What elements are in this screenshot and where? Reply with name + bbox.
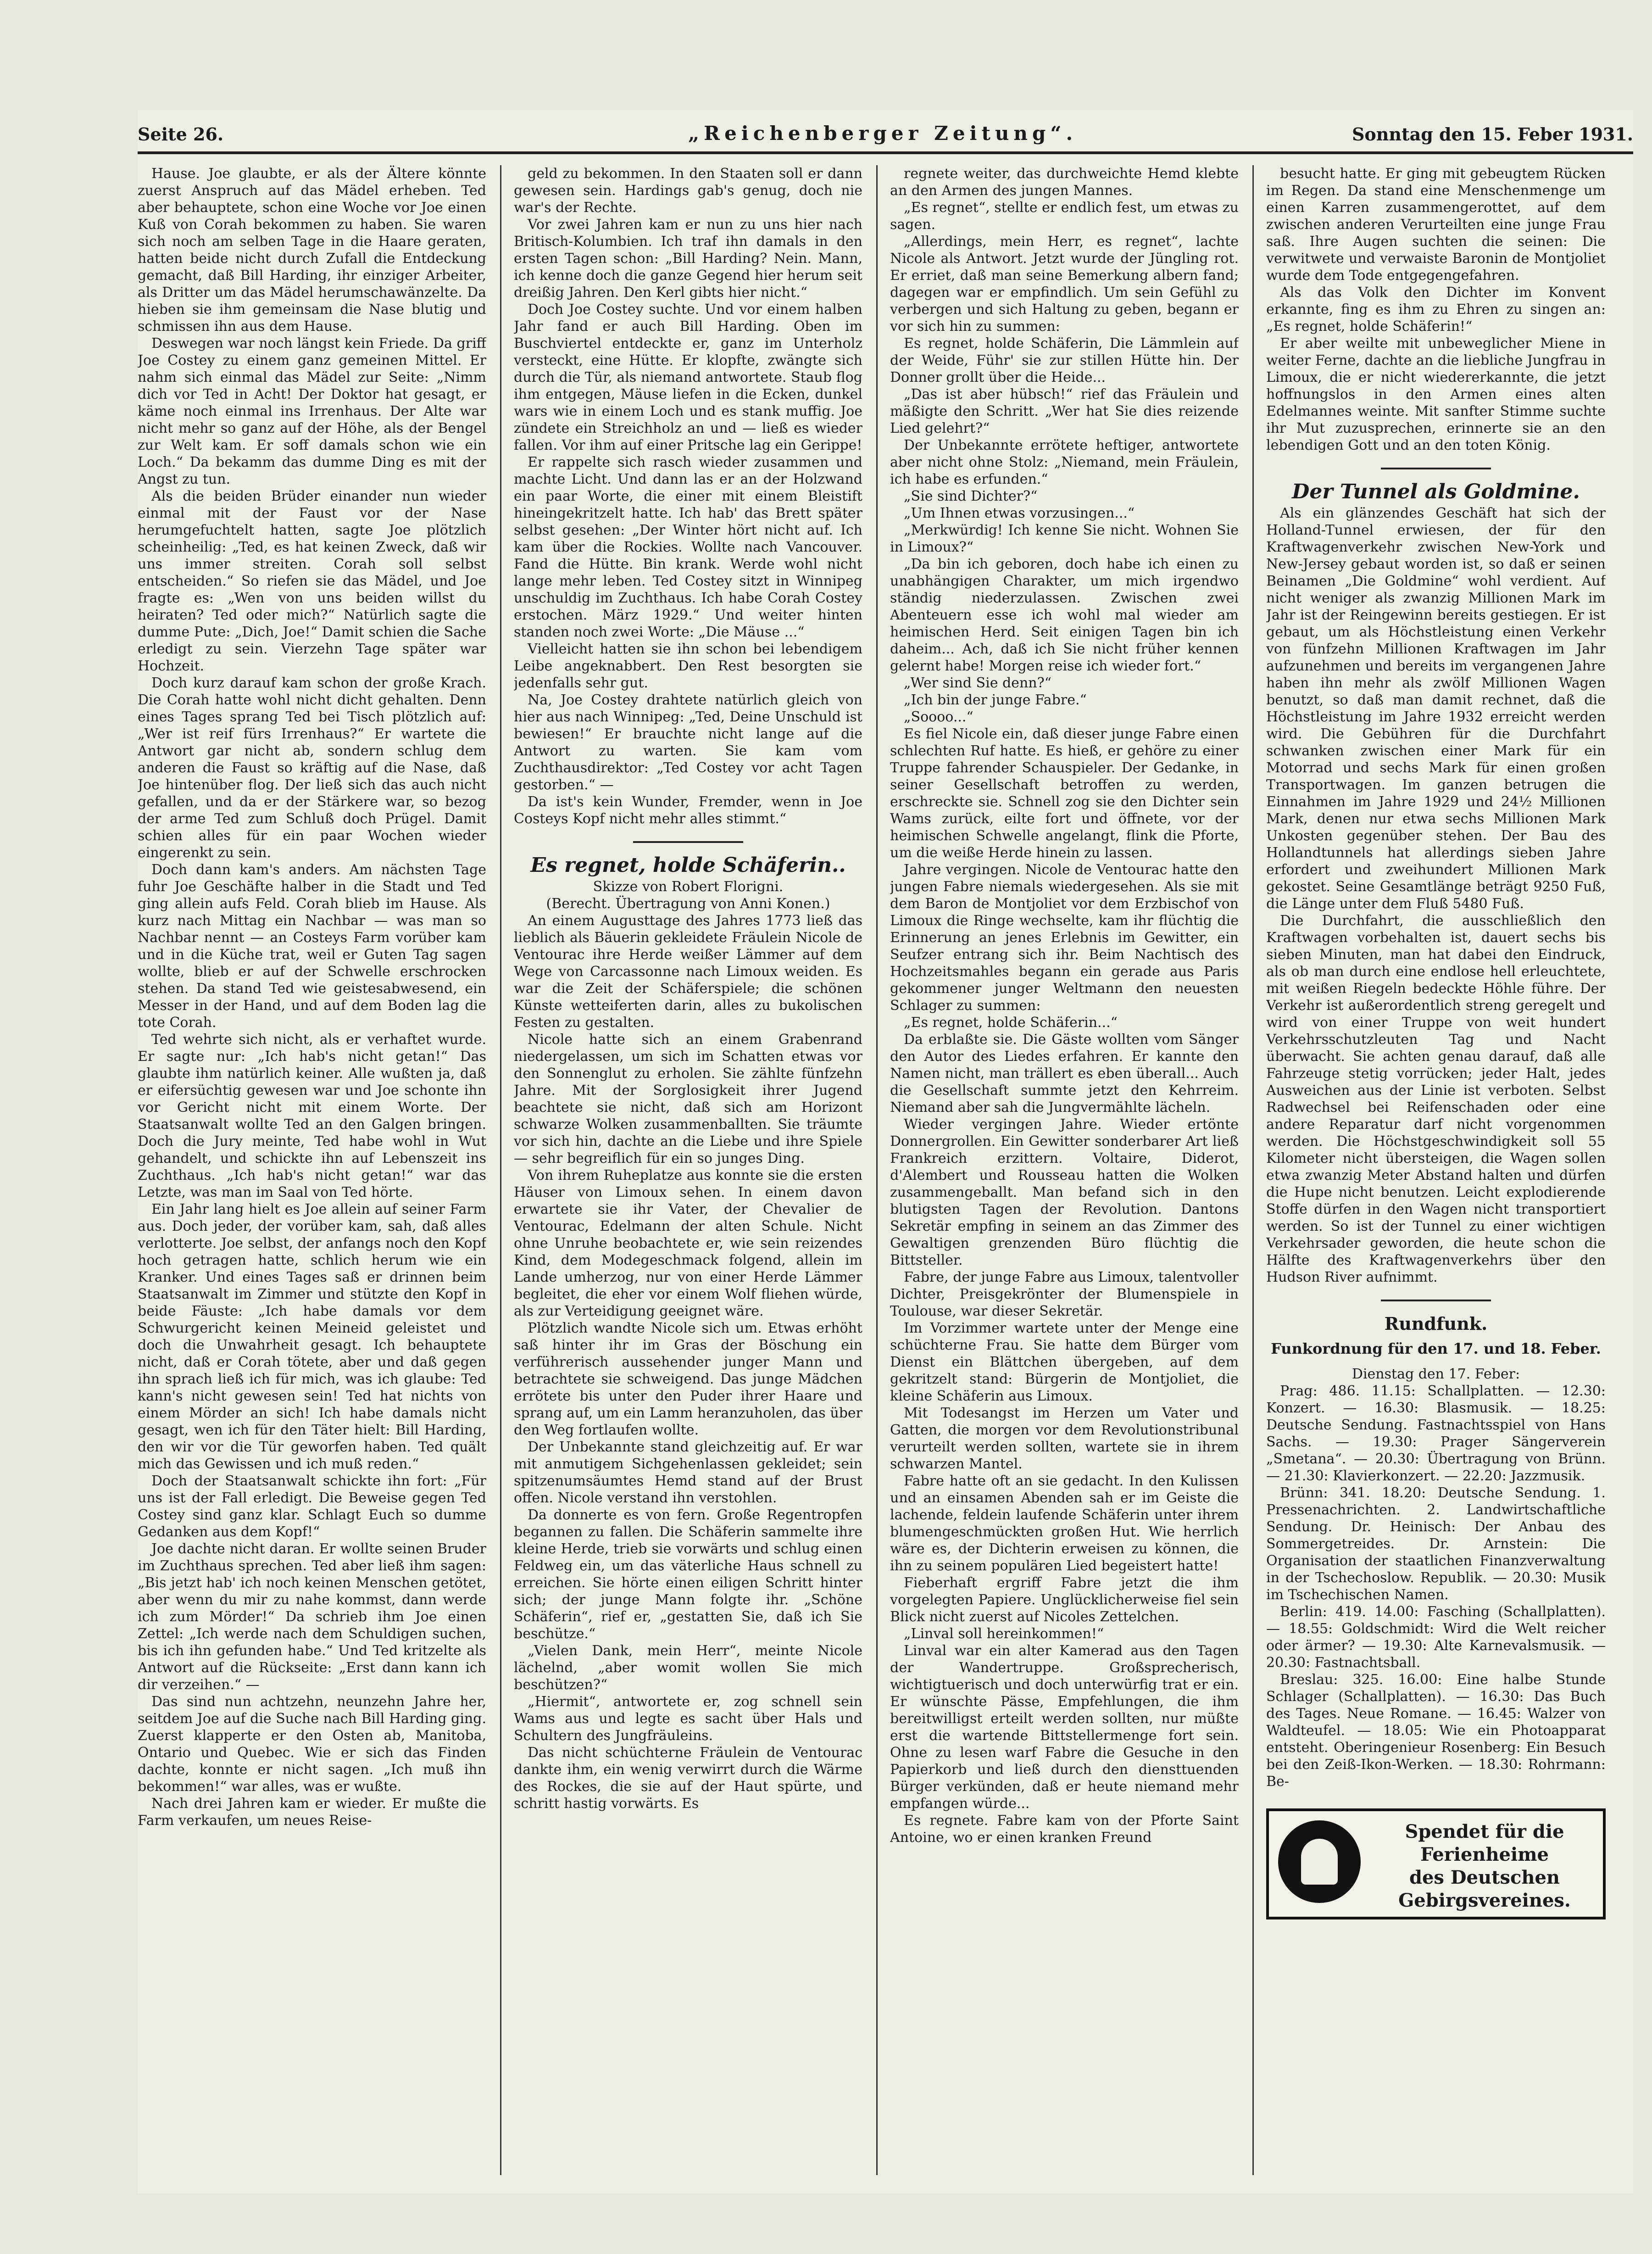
paragraph: Doch der Staatsanwalt schickte ihn fort: „Für uns ist der Fall erledigt. Die Beweise gegen Ted Costey sind ganz klar. Schlagt Euch so dumme Gedanken aus dem Kopf!“ [138,1473,486,1540]
paragraph: Da donnerte es von fern. Große Regentropfen begannen zu fallen. Die Schäferin sammelte ihre kleine Herde, trieb sie vorwärts und schlug einen Feldweg ein, um das väterliche Haus schnell zu erreichen. Sie hörte einen eiligen Schritt hinter sich; der junge Mann folgte ihr. „Schöne Schäferin“, rief er, „gestatten Sie, daß ich Sie beschütze.“ [514,1507,862,1642]
radio-listing: Brünn: 341. 18.20: Deutsche Sendung. 1. Pressenachrichten. 2. Landwirtschaftliche Sendung. Dr. Heinisch: Der Anbau des Sommergetreides. Dr. Arnstein: Die Organisation der staatlichen Finanzverwaltung in der Tschechoslow. Republik. — 20.30: Musik im Tschechischen Namen. [1266,1485,1606,1603]
paragraph: Mit Todesangst im Herzen um Vater und Gatten, die morgen vor dem Revolutionstribunal verurteilt werden sollten, wartete sie in ihrem schwarzen Mantel. [890,1405,1239,1472]
paragraph: Fieberhaft ergriff Fabre jetzt die ihm vorgelegten Papiere. Unglücklicherweise fiel sein Blick nicht zuerst auf Nicoles Zettelchen. [890,1575,1239,1625]
section-divider [633,841,743,843]
paragraph: Als das Volk den Dichter im Konvent erkannte, fing es ihm zu Ehren zu singen an: „Es regnet, holde Schäferin!“ [1266,285,1606,335]
paragraph: „Um Ihnen etwas vorzusingen...“ [904,505,1135,521]
paragraph: An einem Augusttage des Jahres 1773 ließ das lieblich als Bäuerin gekleidete Fräulein Nicole de Ventourac ihre Herde weißer Lämmer auf dem Wege von Carcassonne nach Limoux weiden. Es war die Zeit der Schäferspiele; die schönen Künste wetteiferten darin, alles zu bukolischen Festen zu gestalten. [514,913,862,1031]
paragraph: Joe dachte nicht daran. Er wollte seinen Bruder im Zuchthaus sprechen. Ted aber ließ ihm sagen: „Bis jetzt hab' ich noch keinen Menschen getötet, aber wenn du mir zu nahe kommst, dann werde ich zum Mörder!“ Da schrieb ihm Joe einen Zettel: „Ich werde nach dem Schuldigen suchen, bis ich ihn gefunden habe.“ Und Ted kritzelte als Antwort auf die Rückseite: „Erst dann kann ich dir verzeihen.“ — [138,1541,486,1693]
newspaper-page [138,110,1633,2193]
paragraph: Doch kurz darauf kam schon der große Krach. Die Corah hatte wohl nicht dicht gehalten. Denn eines Tages sprang Ted bei Tisch plötzlich auf: „Wer ist reif fürs Irrenhaus?“ Er wartete die Antwort gar nicht ab, sondern schlug dem anderen die Faust so kräftig auf die Nase, daß Joe hintenüber flog. Der ließ sich das auch nicht gefallen, und da er der Stärkere war, so bezog der arme Ted zum Schluß doch Prügel. Damit schien alles für ein paar Wochen wieder eingerenkt zu sein. [138,675,486,861]
column-2 [514,165,862,2184]
paragraph: Es regnete. Fabre kam von der Pforte Saint Antoine, wo er einen kranken Freund [890,1813,1239,1846]
ad-line: des Deutschen [1409,1867,1560,1888]
ad-text [1374,1820,1595,1912]
paragraph: „Ich bin der junge Fabre.“ [904,692,1087,708]
paragraph: Vor zwei Jahren kam er nun zu uns hier nach Britisch-Kolumbien. Ich traf ihn damals in den ersten Tagen schon: „Bill Harding? Nein. Mann, ich kenne doch die ganze Gegend hier herum seit dreißig Jahren. Den Kerl gibts hier nicht.“ [514,217,862,301]
paragraph: Als ein glänzendes Geschäft hat sich der Holland-Tunnel erwiesen, der für den Kraftwagenverkehr zwischen New-York und New-Jersey gebaut worden ist, so daß er seinen Beinamen „Die Goldmine“ wohl verdient. Auf nicht weniger als zwanzig Millionen Mark im Jahr ist der Reingewinn bereits gestiegen. Er ist gebaut, um als Höchstleistung einen Verkehr von fünfzehn Millionen Kraftwagen im Jahr aufzunehmen und bereits im vergangenen Jahre haben ihn mehr als zwölf Millionen Wagen benutzt, so daß man damit rechnet, daß die Höchstleistung im Jahre 1932 erreicht werden wird. Die Gebühren für die Durchfahrt schwanken zwischen einer Mark für ein Motorrad und sechs Mark für einen großen Transportwagen. Im ganzen betrugen die Einnahmen im Jahre 1929 und 24½ Millionen Mark, denen nur etwa sechs Millionen Mark Unkosten gegenüber stehen. Der Bau des Hollandtunnels hat allerdings sieben Jahre erfordert und zweihundert Millionen Mark gekostet. Seine Gesamtlänge beträgt 9250 Fuß, die Länge unter dem Fluß 5480 Fuß. [1266,505,1606,912]
paragraph: Nicole hatte sich an einem Grabenrand niedergelassen, um sich im Schatten etwas vor den Sonnenglut zu erholen. Sie zählte fünfzehn Jahre. Mit der Sorglosigkeit ihrer Jugend beachtete sie nicht, daß sich am Horizont schwarze Wolken zusammenballten. Sie träumte vor sich hin, dachte an die Liebe und ihre Spiele — sehr begreiflich für ein so junges Ding. [514,1032,862,1166]
paragraph: Ein Jahr lang hielt es Joe allein auf seiner Farm aus. Doch jeder, der vorüber kam, sah, daß alles verlotterte. Joe selbst, der anfangs noch den Kopf hoch getragen hatte, schlich herum wie ein Kranker. Und eines Tages saß er drinnen beim Staatsanwalt im Zimmer und stützte den Kopf in beide Fäuste: „Ich habe damals vor dem Schwurgericht keinen Meineid geleistet und doch die Unwahrheit gesagt. Ich behauptete nicht, daß er Corah tötete, aber und daß gegen ihn sprach ließ ich für mich, was ich glaube: Ted kann's nicht gewesen sein! Ted hat nichts von einem Mörder an sich! Ich habe damals nicht gesagt, wen ich für den Täter hielt: Bill Harding, den wir vor die Tür geworfen haben. Ted quält mich das Gewissen und ich muß reden.“ [138,1201,486,1472]
paragraph: regnete weiter, das durchweichte Hemd klebte an den Armen des jungen Mannes. [890,166,1239,199]
paragraph: geld zu bekommen. In den Staaten soll er dann gewesen sein. Hardings gab's genug, doch nie war's der Rechte. [514,166,862,216]
paragraph: „Es regnet“, stellte er endlich fest, um etwas zu sagen. [890,200,1239,233]
header-rule [138,151,1633,154]
radio-heading: Rundfunk. [1384,1313,1488,1334]
paragraph: Ted wehrte sich nicht, als er verhaftet wurde. Er sagte nur: „Ich hab's nicht getan!“ Das glaubte ihm natürlich keiner. Alle wußten ja, daß er eifersüchtig gewesen war und Joe schonte ihn vor Gericht nicht mit einem Worte. Der Staatsanwalt wollte Ted an den Galgen bringen. Doch die Jury meinte, Ted habe wohl in Wut gehandelt, und schickte ihn auf Lebenszeit ins Zuchthaus. „Ich hab's nicht getan!“ war das Letzte, was man im Saal von Ted hörte. [138,1032,486,1200]
paragraph: „Wer sind Sie denn?“ [904,675,1052,691]
paragraph: Linval war ein alter Kamerad aus den Tagen der Wandertruppe. Großsprecherisch, wichtigtuerisch und doch unterwürfig trat er ein. Er wünschte Pässe, Empfehlungen, die ihm bereitwilligst erteilt werden sollten, nur müßte erst die wartende Bittstellermenge fort sein. Ohne zu lesen warf Fabre die Gesuche in den Papierkorb und ließ durch den diensttuenden Bürger verkünden, daß er heute niemand mehr empfangen würde... [890,1643,1239,1812]
paragraph: „Es regnet, holde Schäferin...“ [904,1015,1118,1031]
radio-listing: Prag: 486. 11.15: Schallplatten. — 12.30: Konzert. — 16.30: Blasmusik. — 18.25: Deutsche Sendung. Fastnachtsspiel von Hans Sachs. — 19.30: Prager Sängerverein „Smetana“. — 20.30: Übertragung von Brünn. — 21.30: Klavierkonzert. — 22.20: Jazzmusik. [1266,1383,1606,1484]
ad-line: Gebirgsvereines. [1398,1890,1571,1911]
paragraph: „Soooo...“ [904,709,973,725]
paragraph: Von ihrem Ruheplatze aus konnte sie die ersten Häuser von Limoux sehen. In einem davon erwartete sie ihr Vater, der Chevalier de Ventourac, Edelmann der alten Schule. Nicht ohne Unruhe beobachtete er, wie sein reizendes Kind, dem Modegeschmack folgend, allein im Lande umherzog, nur von einer Herde Lämmer begleitet, die eher vor einem Wolf fliehen würde, als zur Verteidigung geeignet wäre. [514,1167,862,1319]
radio-listing: Berlin: 419. 14.00: Fasching (Schallplatten). — 18.55: Goldschmidt: Wird die Welt reicher oder ärmer? — 19.30: Alte Karnevalsmusik. — 20.30: Fastnachtsball. [1266,1604,1606,1671]
paragraph: Plötzlich wandte Nicole sich um. Etwas erhöht saß hinter ihr im Gras der Böschung ein verführerisch aussehender junger Mann und betrachtete sie schweigend. Das junge Mädchen errötete bis unter den Puder ihrer Haare und sprang auf, um ein Lamm heranzuholen, das über den Weg fortlaufen wollte. [514,1320,862,1438]
column-4 [1266,165,1606,2184]
paragraph: Fabre hatte oft an sie gedacht. In den Kulissen und an einsamen Abenden sah er im Geiste die lachende, feldein laufende Schäferin unter ihrem blumengeschmückten großen Hut. Wie herrlich wäre es, der Dichterin erweisen zu können, die ihn zu seinem populären Lied begeistert hatte! [890,1473,1239,1574]
story-translator: (Berecht. Übertragung von Anni Konen.) [546,896,830,912]
paragraph: Na, Joe Costey drahtete natürlich gleich von hier aus nach Winnipeg: „Ted, Deine Unschuld ist bewiesen!“ Er brauchte nicht lange auf die Antwort zu warten. Sie kam vom Zuchthausdirektor: „Ted Costey vor acht Tagen gestorben.“ — [514,692,862,793]
paragraph: „Merkwürdig! Ich kenne Sie nicht. Wohnen Sie in Limoux?“ [890,522,1239,555]
paragraph: Da ist's kein Wunder, Fremder, wenn in Joe Costeys Kopf nicht mehr alles stimmt.“ [514,794,862,827]
paragraph: Jahre vergingen. Nicole de Ventourac hatte den jungen Fabre niemals wiedergesehen. Als sie mit dem Baron de Montjoliet vor dem Erzbischof von Limoux die Ringe wechselte, kam ihr flüchtig die Erinnerung an jenes Erlebnis im Gewitter, ein Seufzer entrang sich ihr. Beim Nachtisch des Hochzeitsmahles begann ein gerade aus Paris gekommener junger Weltmann den neuesten Schlager zu summen: [890,862,1239,1014]
section-divider [1381,468,1491,469]
paragraph: Es fiel Nicole ein, daß dieser junge Fabre einen schlechten Ruf hatte. Es hieß, er gehöre zu einer Truppe fahrender Schauspieler. Der Gedanke, in seiner Gesellschaft betroffen zu werden, erschreckte sie. Schnell zog sie den Dichter sein Wams zurück, eilte fort und öffnete, vor der heimischen Schwelle angelangt, flink die Pforte, um die weiße Herde hinein zu lassen. [890,726,1239,861]
paragraph: „Sie sind Dichter?“ [904,488,1038,504]
paragraph: Vielleicht hatten sie ihn schon bei lebendigem Leibe angeknabbert. Den Rest besorgten sie jedenfalls sehr gut. [514,641,862,691]
paragraph: Da erblaßte sie. Die Gäste wollten vom Sänger den Autor des Liedes erfahren. Er kannte den Namen nicht, man trällert es eben überall... Auch die Gesellschaft summte jetzt den Kehrreim. Niemand aber sah die Jungvermählte lächeln. [890,1032,1239,1116]
story-title: Es regnet, holde Schäferin.. [530,854,846,877]
page-number: Seite 26. [138,124,224,145]
column-divider [500,165,501,2175]
radio-day: Dienstag den 17. Feber: [1352,1366,1520,1382]
paragraph: Deswegen war noch längst kein Friede. Da griff Joe Costey zu einem ganz gemeinen Mittel. Er nahm sich einmal das Mädel zur Seite: „Nimm dich vor Ted in Acht! Der Doktor hat gesagt, er käme noch einmal ins Irrenhaus. Der Alte war nicht mehr so ganz auf der Höhe, als der Bengel zur Welt kam. Er soff damals schon wie ein Loch.“ Da bekamm das dumme Ding es mit der Angst zu tun. [138,335,486,487]
paragraph: Doch Joe Costey suchte. Und vor einem halben Jahr fand er auch Bill Harding. Oben im Buschviertel entdeckte er, ganz im Unterholz versteckt, eine Hütte. Er klopfte, zwängte sich durch die Tür, als niemand antwortete. Staub flog ihm entgegen, Mäuse liefen in die Ecken, dunkel wars wie in einem Loch und es stank muffig. Joe zündete ein Streichholz an und — ließ es wieder fallen. Vor ihm auf einer Pritsche lag ein Gerippe! [514,301,862,453]
ad-line: Ferienheime [1420,1844,1549,1865]
paragraph: Die Durchfahrt, die ausschließlich den Kraftwagen vorbehalten ist, dauert sechs bis sieben Minuten, man hat dabei den Eindruck, als ob man durch eine endlose hell erleuchtete, mit weißen Riegeln bedeckte Höhle führe. Der Verkehr ist außerordentlich streng geregelt und wird von einer Truppe von weit hundert Verkehrsschutzleuten Tag und Nacht überwacht. Sie achten genau darauf, daß alle Fahrzeuge stetig vorrücken; jeder Halt, jedes Ausweichen aus der Linie ist verboten. Selbst Radwechsel bei Reifenschaden oder eine andere Reparatur darf nicht vorgenommen werden. Die Höchstgeschwindigkeit soll 55 Kilometer nicht übersteigen, die Wagen sollen etwa zwanzig Meter Abstand halten und dürfen die Hupe nicht benutzen. Leicht explodierende Stoffe dürfen in den Wagen nicht transportiert werden. So ist der Tunnel zu einer wichtigen Verkehrsader geworden, die heute schon die Hälfte des Kraftwagenverkehrs über den Hudson River aufnimmt. [1266,913,1606,1285]
story-byline: Skizze von Robert Florigni. [593,879,784,895]
ad-line: Spendet für die [1405,1821,1564,1842]
emblem-icon [1278,1820,1361,1903]
paragraph: „Hiermit“, antwortete er, zog schnell sein Wams aus und legte es sacht über Hals und Schultern des Jungfräuleins. [514,1694,862,1744]
paragraph: „Vielen Dank, mein Herr“, meinte Nicole lächelnd, „aber womit wollen Sie mich beschützen?“ [514,1643,862,1693]
paragraph: „Da bin ich geboren, doch habe ich einen zu unabhängigen Charakter, um mich irgendwo ständig niederzulassen. Zwischen zwei Abenteuern esse ich wohl mal wieder am heimischen Herd. Seit einigen Tagen bin ich daheim... Ach, daß ich Sie nicht früher kennen gelernt habe! Morgen reise ich wieder fort.“ [890,556,1239,674]
column-1 [138,165,486,2184]
article-title: Der Tunnel als Goldmine. [1292,480,1580,503]
paragraph: „Allerdings, mein Herr, es regnet“, lachte Nicole als Antwort. Jetzt wurde der Jüngling rot. Er erriet, daß man seine Bemerkung albern fand; dagegen war er empfindlich. Um sein Gefühl zu verbergen und sich Haltung zu geben, begann er vor sich hin zu summen: [890,234,1239,335]
column-divider [876,165,878,2175]
issue-date: Sonntag den 15. Feber 1931. [1352,124,1633,145]
paragraph: Er rappelte sich rasch wieder zusammen und machte Licht. Und dann las er an der Holzwand ein paar Worte, die einer mit einem Bleistift hineingekritzelt hatte. Ich hab' das Brett später selbst gesehen: „Der Winter hört nicht auf. Ich kam über die Rockies. Wollte nach Vancouver. Fand die Hütte. Bin krank. Werde wohl nicht lange mehr leben. Ted Costey sitzt in Winnipeg unschuldig im Zuchthaus. Ich habe Corah Costey erstochen. März 1929.“ Und weiter hinten standen noch zwei Worte: „Die Mäuse ...“ [514,454,862,640]
column-3 [890,165,1239,2184]
paragraph: Nach drei Jahren kam er wieder. Er mußte die Farm verkaufen, um neues Reise- [138,1796,486,1829]
paragraph: Doch dann kam's anders. Am nächsten Tage fuhr Joe Geschäfte halber in die Stadt und Ted ging allein aufs Feld. Corah blieb im Hause. Als kurz nach Mittag ein Nachbar — was man so Nachbar nennt — an Costeys Farm vorüber kam und in die Küche trat, weil er Guten Tag sagen wollte, blieb er auf der Schwelle erschrocken stehen. Da stand Ted wie geistesabwesend, ein Messer in der Hand, und auf dem Boden lag die tote Corah. [138,862,486,1031]
paragraph: besucht hatte. Er ging mit gebeugtem Rücken im Regen. Da stand eine Menschenmenge um einen Karren zusammengerottet, auf dem zwischen anderen Verurteilten eine junge Frau saß. Ihre Augen suchten die seinen: Die verwitwete und verwaiste Baronin de Montjoliet wurde dem Tode entgegengefahren. [1266,166,1606,284]
paragraph: Das nicht schüchterne Fräulein de Ventourac dankte ihm, ein wenig verwirrt durch die Wärme des Rockes, die sie auf der Haut spürte, und schritt hastig vorwärts. Es [514,1745,862,1812]
paragraph: Der Unbekannte errötete heftiger, antwortete aber nicht ohne Stolz: „Niemand, mein Fräulein, ich habe es erfunden.“ [890,437,1239,487]
paragraph: Hause. Joe glaubte, er als der Ältere könnte zuerst Anspruch auf das Mädel erheben. Ted aber behauptete, schon eine Woche vor Joe einen Kuß von Corah bekommen zu haben. Sie waren sich noch am selben Tage in die Haare geraten, hatten beide nicht durch Zufall die Entdeckung gemacht, daß Bill Harding, ihr einziger Arbeiter, als Dritter um das Mädel herumschawänzelte. Da hieben sie ihm gemeinsam die Nase blutig und schmissen ihn aus dem Hause. [138,166,486,335]
page-header [138,115,1633,151]
paragraph: Das sind nun achtzehn, neunzehn Jahre her, seitdem Joe auf die Suche nach Bill Harding ging. Zuerst klapperte er den Osten ab, Manitoba, Ontario und Quebec. Wie er sich das Finden dachte, konnte er nicht sagen. „Ich muß ihn bekommen!“ war alles, was er wußte. [138,1694,486,1795]
newspaper-title: „Reichenberger Zeitung“. [688,122,1078,145]
advertisement-box [1266,1808,1606,1919]
paragraph: Im Vorzimmer wartete unter der Menge eine schüchterne Frau. Sie hatte dem Bürger vom Dienst ein Blättchen übergeben, auf dem gekritzelt stand: Bürgerin de Montjoliet, die kleine Schäferin aus Limoux. [890,1320,1239,1404]
radio-listing: Breslau: 325. 16.00: Eine halbe Stunde Schlager (Schallplatten). — 16.30: Das Buch des Tages. Neue Romane. — 16.45: Walzer von Waldteufel. — 18.05: Wie ein Photoapparat entsteht. Oberingenieur Rosenberg: Ein Besuch bei den Zeiß-Ikon-Werken. — 18.30: Rohrmann: Be- [1266,1672,1606,1790]
column-divider [1252,165,1254,2175]
paragraph: „Das ist aber hübsch!“ rief das Fräulein und mäßigte den Schritt. „Wer hat Sie dies reizende Lied gelehrt?“ [890,386,1239,436]
section-divider [1381,1300,1491,1301]
paragraph: Er aber weilte mit unbeweglicher Miene in weiter Ferne, dachte an die liebliche Jungfrau in Limoux, die er nicht wiedererkannte, die jetzt hoffnungslos in den Armen eines alten Edelmannes weinte. Mit sanfter Stimme suchte ihr Mut zuzusprechen, erinnerte sie an den lebendigen Gott und an den toten König. [1266,335,1606,453]
paragraph: Wieder vergingen Jahre. Wieder ertönte Donnergrollen. Ein Gewitter sonderbarer Art ließ Frankreich erzittern. Voltaire, Diderot, d'Alembert und Rousseau hatten die Wolken zusammengeballt. Man befand sich in den blutigsten Tagen der Revolution. Dantons Sekretär empfing in seinem an das Zimmer des Gewaltigen grenzenden Büro flüchtig die Bittsteller. [890,1116,1239,1268]
radio-subheading: Funkordnung für den 17. und 18. Feber. [1271,1340,1601,1357]
paragraph: Als die beiden Brüder einander nun wieder einmal mit der Faust vor der Nase herumgefuchtelt hatten, sagte Joe plötzlich scheinheilig: „Ted, es hat keinen Zweck, daß wir uns immer streiten. Corah soll selbst entscheiden.“ So riefen sie das Mädel, und Joe fragte es: „Wen von uns beiden willst du heiraten? Ted oder mich?“ Natürlich sagte die dumme Pute: „Dich, Joe!“ Damit schien die Sache erledigt zu sein. Vierzehn Tage später war Hochzeit. [138,488,486,674]
paragraph: „Linval soll hereinkommen!“ [904,1626,1104,1642]
paragraph: Der Unbekannte stand gleichzeitig auf. Er war mit anmutigem Sichgehenlassen gekleidet; sein spitzenumsäumtes Hemd stand auf der Brust offen. Nicole verstand ihn verstohlen. [514,1439,862,1506]
paragraph: Fabre, der junge Fabre aus Limoux, talentvoller Dichter, Preisgekrönter der Blumenspiele in Toulouse, war dieser Sekretär. [890,1269,1239,1319]
song-verse: Es regnet, holde Schäferin, Die Lämmlein auf der Weide, Führ' sie zur stillen Hütte hin. Der Donner grollt über die Heide... [890,335,1239,385]
